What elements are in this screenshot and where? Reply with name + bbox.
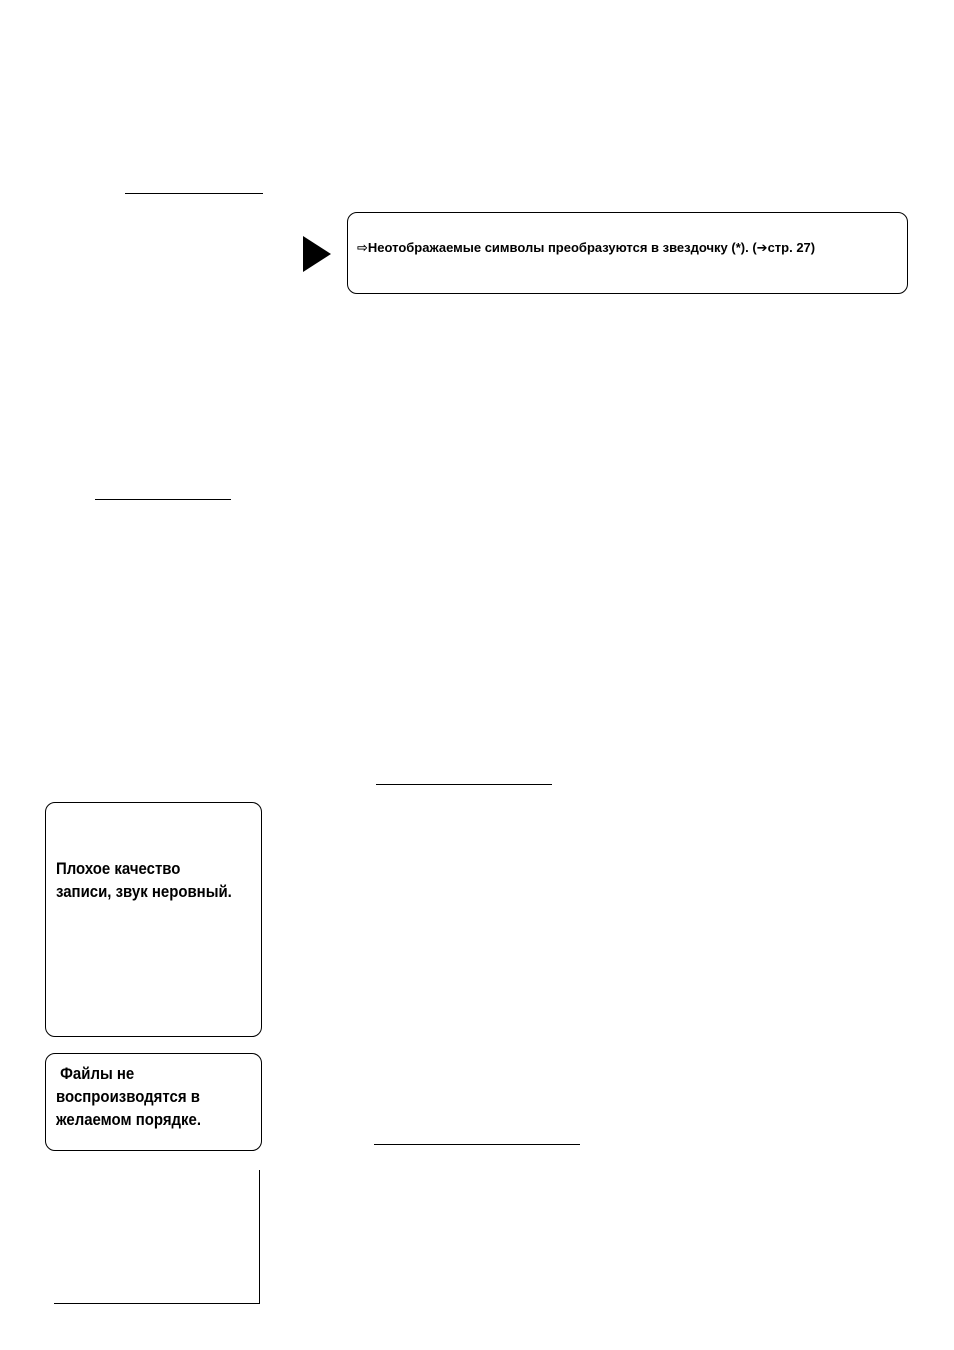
divider-1 <box>125 193 263 194</box>
pointer-arrow-icon <box>303 236 331 272</box>
outline-right-arrow-icon: ⇨ <box>357 240 368 255</box>
problem-text: Файлы не воспроизводятся в желаемом порядке. <box>56 1064 202 1129</box>
divider-2 <box>95 499 231 500</box>
partial-box <box>54 1170 260 1304</box>
problem-box-poor-quality <box>45 802 262 1037</box>
small-right-arrow-icon: ➔ <box>756 240 768 255</box>
note-box <box>347 212 908 294</box>
note-text: ⇨Неотображаемые символы преобразуются в звездочку (*). (➔стр. 27) <box>357 240 816 255</box>
divider-3 <box>376 784 552 785</box>
problem-text: Плохое качество записи, звук неровный. <box>56 859 232 901</box>
problem-box-file-order <box>45 1053 262 1151</box>
divider-4 <box>374 1144 580 1145</box>
